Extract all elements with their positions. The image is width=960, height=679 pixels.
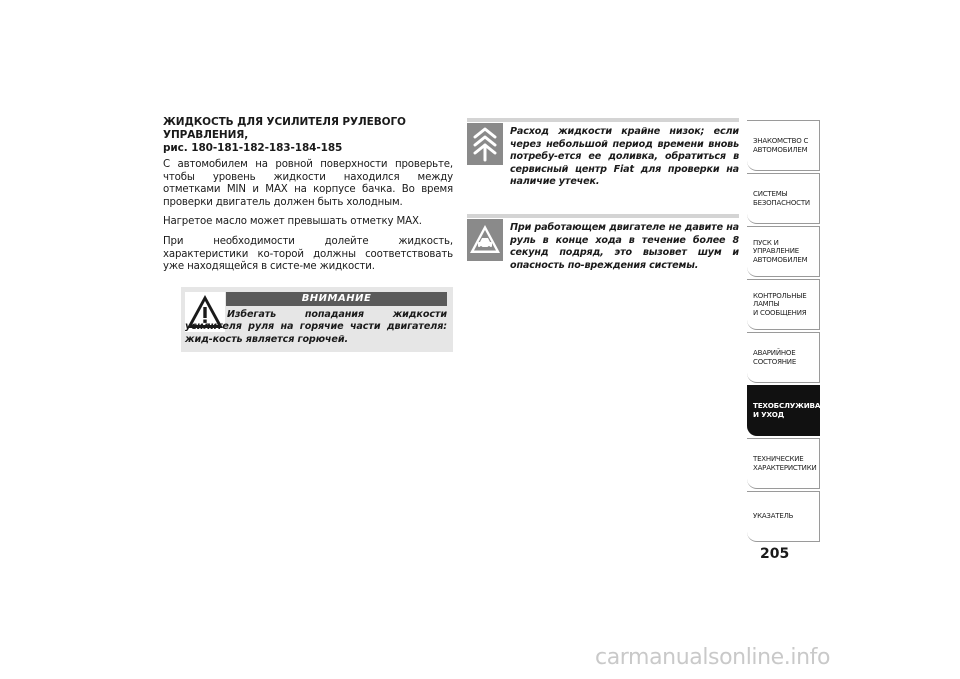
paragraph-2: Нагретое масло может превышать отметку MAX. xyxy=(163,216,422,228)
tab-index[interactable] xyxy=(747,491,820,542)
main-column xyxy=(163,116,453,281)
note-steering-warning xyxy=(467,214,739,294)
note-text: Расход жидкости крайне низок; если через небольшой период времени вновь потребу-ется ее доливка, обратиться в сервисный центр Fiat для проверки на наличие утечек. xyxy=(510,126,739,187)
tab-label: АВАРИЙНОЕ СОСТОЯНИЕ xyxy=(753,349,797,366)
paragraph-1: С автомобилем на ровной поверхности проверьте, чтобы уровень жидкости находился между отметками MIN и MAX на корпусе бачка. Во время проверки двигатель должен быть холодным. xyxy=(163,159,453,208)
note-fluid-consumption xyxy=(467,118,739,188)
section-heading-line1: ЖИДКОСТЬ ДЛЯ УСИЛИТЕЛЯ РУЛЕВОГО УПРАВЛЕНИЯ, xyxy=(163,116,406,141)
watermark: carmanualsonline.info xyxy=(595,645,831,670)
tab-technical-specs[interactable] xyxy=(747,438,820,489)
warning-title: ВНИМАНИЕ xyxy=(226,292,447,306)
page-number: 205 xyxy=(760,546,790,562)
tab-label: ЗНАКОМСТВО С АВТОМОБИЛЕМ xyxy=(753,137,809,154)
tab-warning-lights[interactable] xyxy=(747,279,820,330)
tab-emergency[interactable] xyxy=(747,332,820,383)
tab-label: ТЕХОБСЛУЖИВАНИЕ И УХОД xyxy=(753,401,837,419)
tab-starting-driving[interactable] xyxy=(747,226,820,277)
section-heading xyxy=(163,116,453,155)
tab-label: КОНТРОЛЬНЫЕ ЛАМПЫ И СООБЩЕНИЯ xyxy=(753,291,807,317)
tab-label: ПУСК И УПРАВЛЕНИЕ АВТОМОБИЛЕМ xyxy=(753,238,808,264)
warning-text: Избегать попадания жидкости усилителя руля на горячие части двигателя: жид-кость является горючей. xyxy=(185,309,447,345)
tab-label: ТЕХНИЧЕСКИЕ ХАРАКТЕРИСТИКИ xyxy=(753,455,817,472)
fiat-info-icon xyxy=(467,123,503,165)
note-text: При работающем двигателе не давите на руль в конце хода в течение более 8 секунд подряд, это вызовет шум и опасность по-вреждения системы. xyxy=(510,222,739,271)
warning-box xyxy=(181,287,453,352)
note-divider xyxy=(467,214,739,218)
chapter-sidebar xyxy=(747,120,837,544)
tab-getting-to-know[interactable] xyxy=(747,120,820,171)
section-heading-line2: рис. 180-181-182-183-184-185 xyxy=(163,142,343,154)
steering-car-icon xyxy=(467,219,503,261)
tab-label: СИСТЕМЫ БЕЗОПАСНОСТИ xyxy=(753,190,810,207)
note-divider xyxy=(467,118,739,122)
paragraph-3: При необходимости долейте жидкость, характеристики ко-торой должны соответствовать уже находящейся в систе-ме жидкости. xyxy=(163,235,453,273)
tab-safety-systems[interactable] xyxy=(747,173,820,224)
tab-label: УКАЗАТЕЛЬ xyxy=(753,512,794,521)
tab-maintenance[interactable] xyxy=(747,385,837,436)
